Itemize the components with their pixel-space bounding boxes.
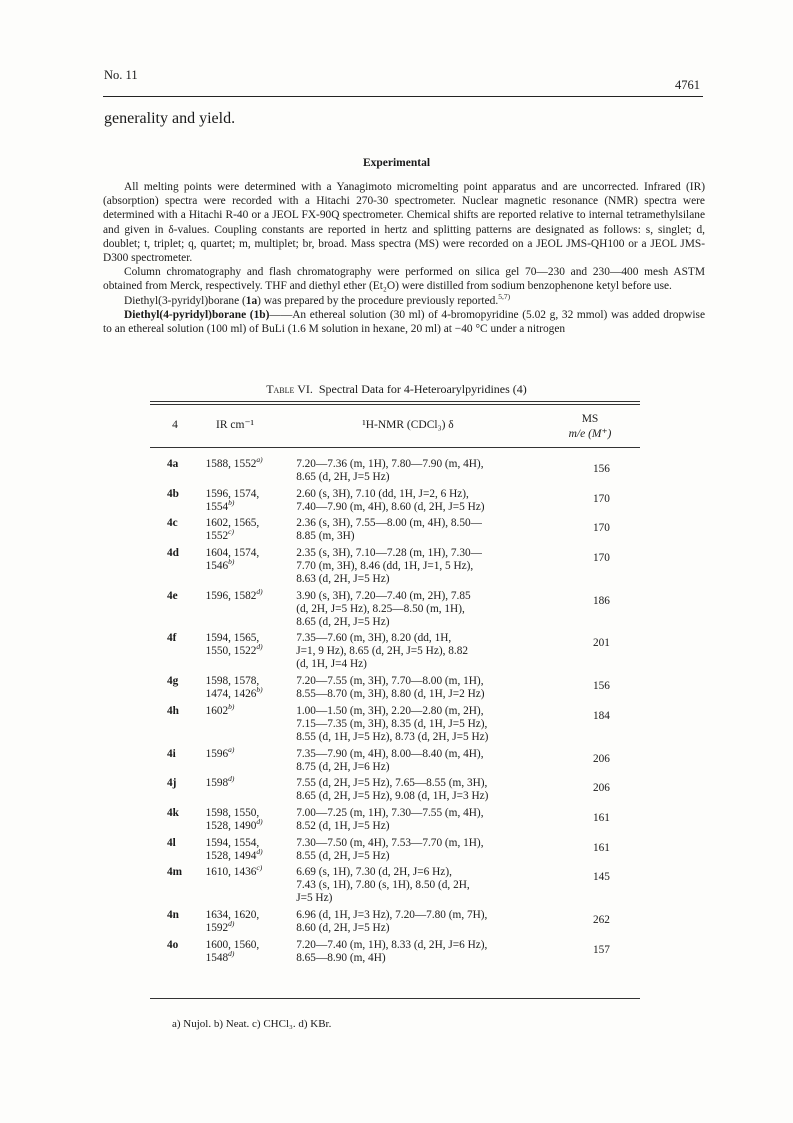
compound-id: 4k xyxy=(167,806,179,819)
ir-value xyxy=(205,586,297,629)
compound-id: 4i xyxy=(167,747,176,760)
ms-value: 156 xyxy=(592,680,610,693)
table-caption-text: Spectral Data for 4-Heteroarylpyridines (4) xyxy=(318,382,527,396)
paragraph-instruments: All melting points were determined with a Yanagimoto micromelting point apparatus and are uncorrected. Infrared (IR) (absorption) spectra were recorded with a Hitachi 270-30 spectrometer. Nuclear magnetic resonance (NMR) spectra were determined with a Hitachi R-40 or a JEOL FX-90Q spectrometer. Chemical shifts are reported relative to internal tetramethylsilane and given in δ-values. Coupling constants are reported in hertz and splitting patterns are designated as follows: s, singlet; d, doublet; t, triplet; q, quartet; m, multiplet; br, broad. Mass spectra (MS) were recorded on a JEOL JMS-QH100 or a JEOL JMS-D300 spectrometer. xyxy=(103,181,705,265)
nmr-value xyxy=(296,939,547,965)
ms-value: 161 xyxy=(592,811,610,824)
procedure-title-1b: Diethyl(4-pyridyl)borane (1b) xyxy=(124,308,270,321)
ir-footnote-mark: a) xyxy=(256,455,263,465)
ms-value: 170 xyxy=(592,522,610,535)
ms-value: 262 xyxy=(592,913,610,926)
compound-id: 4n xyxy=(167,908,179,921)
ir-value xyxy=(206,939,297,965)
compound-id: 4m xyxy=(167,866,183,879)
compound-id: 4f xyxy=(167,632,177,645)
ms-value: 156 xyxy=(592,463,610,475)
table-body xyxy=(150,455,640,968)
compound-id: 4l xyxy=(167,836,176,849)
table-bottom-rule xyxy=(150,998,640,999)
nmr-text: 6.96 (d, 1H, J=3 Hz), 7.20—7.80 (m, 7H), 8.60 (d, 2H, J=5 Hz) xyxy=(296,908,488,934)
ir-value xyxy=(206,837,297,863)
nmr-value xyxy=(296,807,547,833)
compound-id: 4o xyxy=(167,938,179,951)
table-row xyxy=(150,488,640,514)
nmr-value xyxy=(296,748,547,774)
ir-footnote-mark: d) xyxy=(256,817,263,827)
ir-text: 1600, 1560, 1548 xyxy=(205,938,260,964)
nmr-value xyxy=(296,590,547,629)
ir-value xyxy=(206,632,297,671)
table-row xyxy=(150,837,640,863)
paragraph-chromatography: Column chromatography and flash chromatography were performed on silica gel 70—230 and 230—400 mesh ASTM obtained from Merck, respectively. THF and diethyl ether (Et₂O) were distilled from sodium benzophenone ketyl before use. xyxy=(103,266,705,293)
p3-text-c: ) was prepared by the procedure previously reported. xyxy=(257,294,499,307)
ir-footnote-mark: c) xyxy=(228,527,234,537)
nmr-text: 7.35—7.60 (m, 3H), 8.20 (dd, 1H, J=1, 9 Hz), 8.65 (d, 2H, J=5 Hz), 8.82 (d, 1H, J=4 Hz) xyxy=(296,632,469,671)
compound-id: 4a xyxy=(167,458,179,470)
table-row xyxy=(150,807,640,833)
continuation-text: generality and yield. xyxy=(104,110,236,127)
table-row xyxy=(150,702,640,744)
header-ir: IR cm⁻¹ xyxy=(216,419,254,431)
ir-text: 1634, 1620, 1592 xyxy=(205,908,260,934)
nmr-text: 1.00—1.50 (m, 3H), 2.20—2.80 (m, 2H), 7.15—7.35 (m, 3H), 8.35 (d, 1H, J=5 Hz), 8.55 (d, 1H, J=5 Hz), 8.73 (d, 2H, J=5 Hz) xyxy=(296,704,489,743)
nmr-value xyxy=(296,517,547,543)
compound-id: 4j xyxy=(167,777,177,790)
compound-id: 4c xyxy=(167,517,178,530)
ir-footnote-mark: b) xyxy=(228,497,235,507)
nmr-text: 7.55 (d, 2H, J=5 Hz), 7.65—8.55 (m, 3H), 8.65 (d, 2H, J=5 Hz), 9.08 (d, 1H, J=3 Hz) xyxy=(296,777,489,803)
ir-text: 1596, 1582 xyxy=(205,589,257,602)
nmr-value xyxy=(296,632,547,671)
ms-value: 201 xyxy=(592,637,610,650)
nmr-text: 6.69 (s, 1H), 7.30 (d, 2H, J=6 Hz), 7.43 (s, 1H), 7.80 (s, 1H), 8.50 (d, 2H, J=5 Hz) xyxy=(296,866,470,905)
header-ms-sub: m/e (M⁺) xyxy=(568,428,612,440)
ir-value xyxy=(206,909,297,935)
ms-value: 206 xyxy=(592,782,610,795)
ms-value: 145 xyxy=(592,871,610,884)
nmr-value xyxy=(296,675,547,701)
compound-id: 4d xyxy=(167,547,179,560)
table-row xyxy=(150,939,640,965)
reference-superscript: 5,7) xyxy=(498,291,511,301)
table-header-rule xyxy=(150,447,640,448)
table-row xyxy=(150,863,640,905)
table-row xyxy=(150,586,640,629)
compound-id: 4e xyxy=(167,589,178,602)
ir-text: 1598, 1578, 1474, 1426 xyxy=(205,675,260,701)
paragraph-borane-1b xyxy=(103,308,705,336)
nmr-text: 2.60 (s, 3H), 7.10 (dd, 1H, J=2, 6 Hz), 7.40—7.90 (m, 4H), 8.60 (d, 2H, J=5 Hz) xyxy=(296,487,485,513)
ir-value xyxy=(205,774,297,803)
ir-value xyxy=(206,517,297,543)
ir-footnote-mark: d) xyxy=(256,586,263,596)
ir-value xyxy=(206,675,297,701)
ir-text: 1598 xyxy=(205,777,229,790)
ir-footnote-mark: d) xyxy=(228,948,235,958)
ir-footnote-mark: d) xyxy=(256,846,263,856)
section-title: Experimental xyxy=(362,157,431,169)
header-ms xyxy=(560,412,620,442)
ir-text: 1602 xyxy=(205,704,229,717)
nmr-value xyxy=(296,547,547,586)
table-row xyxy=(150,774,640,803)
nmr-value xyxy=(296,866,547,905)
ir-footnote-mark: d) xyxy=(256,642,263,652)
ir-footnote-mark: b) xyxy=(228,557,235,567)
table-label: Table VI. xyxy=(266,382,313,396)
page-number: 4761 xyxy=(675,78,700,92)
ir-value xyxy=(206,547,297,586)
nmr-text: 7.35—7.90 (m, 4H), 8.00—8.40 (m, 4H), 8.75 (d, 2H, J=6 Hz) xyxy=(296,747,484,773)
nmr-value xyxy=(296,458,547,484)
ms-value: 170 xyxy=(592,492,610,505)
header-compound: 4 xyxy=(172,419,178,431)
table-top-rule-double xyxy=(150,404,640,405)
ms-value: 186 xyxy=(592,594,610,607)
experimental-body xyxy=(103,180,705,336)
p3-text-a: Diethyl(3-pyridyl)borane ( xyxy=(124,294,246,307)
compound-id: 4g xyxy=(167,675,179,688)
nmr-value xyxy=(296,837,547,863)
ir-value xyxy=(205,702,297,744)
table-row xyxy=(150,517,640,543)
ir-footnote-mark: c) xyxy=(256,863,263,873)
ir-footnote-mark: d) xyxy=(228,774,235,784)
table-row xyxy=(150,744,640,774)
header-nmr: ¹H-NMR (CDCl₃) δ xyxy=(362,419,454,431)
table-row xyxy=(150,455,640,484)
ir-footnote-mark: b) xyxy=(228,702,235,712)
header-divider xyxy=(103,96,703,97)
nmr-text: 7.20—7.36 (m, 1H), 7.80—7.90 (m, 4H), 8.65 (d, 2H, J=5 Hz) xyxy=(296,458,484,483)
nmr-text: 3.90 (s, 3H), 7.20—7.40 (m, 2H), 7.85 (d, 2H, J=5 Hz), 8.25—8.50 (m, 1H), 8.65 (d, 2H, J=5 Hz) xyxy=(296,589,471,628)
ir-footnote-mark: d) xyxy=(228,919,235,929)
ir-text: 1596 xyxy=(205,747,229,760)
table-top-rule xyxy=(150,401,640,402)
nmr-text: 7.30—7.50 (m, 4H), 7.53—7.70 (m, 1H), 8.55 (d, 2H, J=5 Hz) xyxy=(296,836,484,862)
nmr-value xyxy=(296,488,547,514)
compound-id: 4h xyxy=(167,704,179,717)
ir-value xyxy=(205,455,297,484)
ir-text: 1598, 1550, 1528, 1490 xyxy=(205,806,260,832)
nmr-value xyxy=(296,705,547,744)
table-row xyxy=(150,632,640,671)
ms-value: 157 xyxy=(592,943,610,956)
ir-text: 1594, 1554, 1528, 1494 xyxy=(205,836,260,862)
ir-text: 1588, 1552 xyxy=(205,458,257,470)
ir-value xyxy=(206,488,297,514)
ms-value: 206 xyxy=(592,752,610,765)
ms-value: 184 xyxy=(592,709,610,722)
nmr-text: 2.35 (s, 3H), 7.10—7.28 (m, 1H), 7.30— 7.70 (m, 3H), 8.46 (dd, 1H, J=1, 5 Hz), 8.63 (d, 2H, J=5 Hz) xyxy=(296,547,482,586)
ir-footnote-mark: b) xyxy=(256,685,263,695)
ir-value xyxy=(206,807,297,833)
ir-footnote-mark: a) xyxy=(228,744,235,754)
table-row xyxy=(150,547,640,586)
p4-text: ——An ethereal solution (30 ml) of 4-bromopyridine (5.02 g, 32 mmol) was added dropwise to an ethereal solution (100 ml) of BuLi (1.6 M solution in hexane, 20 ml) at −40 °C under a nitrogen xyxy=(103,308,705,336)
nmr-text: 2.36 (s, 3H), 7.55—8.00 (m, 4H), 8.50— 8.85 (m, 3H) xyxy=(296,517,482,543)
ir-text: 1610, 1436 xyxy=(205,866,257,879)
nmr-text: 7.20—7.55 (m, 3H), 7.70—8.00 (m, 1H), 8.55—8.70 (m, 3H), 8.80 (d, 1H, J=2 Hz) xyxy=(296,675,485,701)
ir-text: 1604, 1574, 1546 xyxy=(205,547,260,573)
table-caption xyxy=(0,382,793,397)
ir-value xyxy=(205,744,297,774)
nmr-value xyxy=(296,909,547,935)
table-footnotes: a) Nujol. b) Neat. c) CHCl₃. d) KBr. xyxy=(172,1018,332,1030)
compound-id: 4b xyxy=(167,487,179,500)
nmr-value xyxy=(296,777,547,803)
table-row xyxy=(150,909,640,935)
header-ms-label: MS xyxy=(581,413,599,425)
table-row xyxy=(150,675,640,701)
nmr-text: 7.00—7.25 (m, 1H), 7.30—7.55 (m, 4H), 8.52 (d, 1H, J=5 Hz) xyxy=(296,806,484,832)
ir-text: 1594, 1565, 1550, 1522 xyxy=(205,632,260,658)
ir-text: 1602, 1565, 1552 xyxy=(205,517,260,543)
nmr-text: 7.20—7.40 (m, 1H), 8.33 (d, 2H, J=6 Hz), 8.65—8.90 (m, 4H) xyxy=(296,938,488,964)
ms-value: 161 xyxy=(592,841,610,854)
ir-value xyxy=(205,863,297,905)
compound-1a: 1a xyxy=(245,294,258,307)
paragraph-borane-1a xyxy=(103,291,705,308)
ms-value: 170 xyxy=(592,552,610,565)
journal-number: No. 11 xyxy=(104,68,138,82)
ir-text: 1596, 1574, 1554 xyxy=(205,487,260,513)
